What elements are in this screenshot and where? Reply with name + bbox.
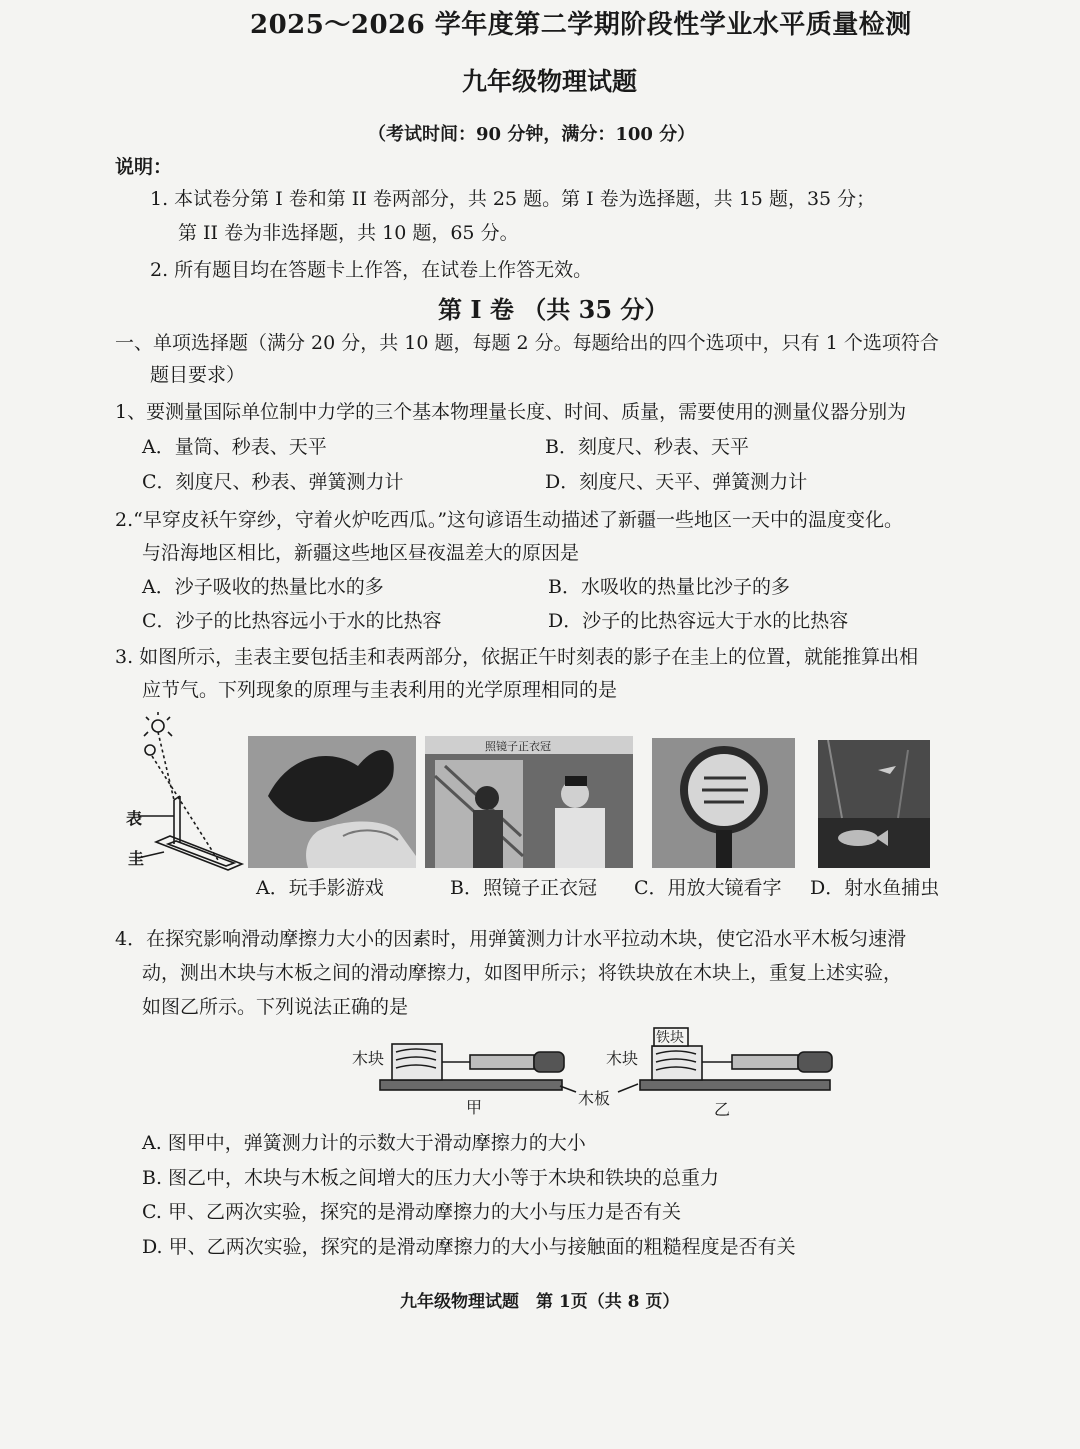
q4-option-b: B. 图乙中，木块与木板之间增大的压力大小等于木块和铁块的总重力 xyxy=(142,1167,720,1189)
part-heading-line-2: 题目要求） xyxy=(150,364,246,386)
notes-line-2: 2. 所有题目均在答题卡上作答，在试卷上作答无效。 xyxy=(150,259,593,281)
hand-right xyxy=(798,1052,832,1072)
q4-stem-1: 4．在探究影响滑动摩擦力大小的因素时，用弹簧测力计水平拉动木块，使它沿水平木板匀速滑 xyxy=(115,928,907,950)
q1-option-d: D．刻度尺、天平、弹簧测力计 xyxy=(545,471,808,493)
q1-stem: 1、要测量国际单位制中力学的三个基本物理量长度、时间、质量，需要使用的测量仪器分别为 xyxy=(115,401,907,423)
q2-stem-2: 与沿海地区相比，新疆这些地区昼夜温差大的原因是 xyxy=(142,542,580,564)
q3-option-a: A．玩手影游戏 xyxy=(256,877,384,899)
photo-sign-text: 照镜子正衣冠 xyxy=(485,740,551,753)
fig-label-jia: 甲 xyxy=(466,1098,483,1117)
section-title: 第 I 卷 （共 35 分） xyxy=(438,295,669,324)
notes-heading: 说明： xyxy=(115,156,173,178)
q1-option-a: A．量筒、秒表、天平 xyxy=(142,436,327,458)
board-left xyxy=(380,1080,562,1090)
spring-scale-left xyxy=(470,1055,534,1069)
fig-label-yi: 乙 xyxy=(714,1100,731,1119)
q2-stem-1: 2.“早穿皮袄午穿纱，守着火炉吃西瓜。”这句谚语生动描述了新疆一些地区一天中的温度变化。 xyxy=(115,509,904,531)
q4-option-c: C. 甲、乙两次实验，探究的是滑动摩擦力的大小与压力是否有关 xyxy=(142,1201,681,1223)
q1-option-b: B．刻度尺、秒表、天平 xyxy=(545,436,749,458)
part-heading-line-1: 一、单项选择题（满分 20 分，共 10 题，每题 2 分。每题给出的四个选项中，只有 1 个选项符合 xyxy=(115,332,939,354)
q2-option-b: B．水吸收的热量比沙子的多 xyxy=(548,576,790,598)
fig-label-board: 木板 xyxy=(578,1089,611,1108)
q3-option-d: D．射水鱼捕虫 xyxy=(810,877,940,899)
page-footer: 九年级物理试题 第 1页（共 8 页） xyxy=(400,1292,680,1312)
q4-stem-3: 如图乙所示。下列说法正确的是 xyxy=(142,996,409,1018)
photo-magnifier xyxy=(652,738,795,868)
q3-option-c: C．用放大镜看字 xyxy=(634,877,782,899)
q4-stem-2: 动，测出木块与木板之间的滑动摩擦力，如图甲所示；将铁块放在木块上，重复上述实验， xyxy=(142,962,903,984)
notes-line-1: 1. 本试卷分第 I 卷和第 II 卷两部分，共 25 题。第 I 卷为选择题，共 15 题，35 分； xyxy=(150,188,876,210)
hand-left xyxy=(534,1052,564,1072)
exam-subtitle: 九年级物理试题 xyxy=(462,67,638,96)
fig-label-block-yi: 木块 xyxy=(606,1049,639,1068)
q2-option-d: D．沙子的比热容远大于水的比热容 xyxy=(548,610,849,632)
gnomon-label-gui: 圭 xyxy=(128,849,145,868)
q3-stem-2: 应节气。下列现象的原理与圭表利用的光学原理相同的是 xyxy=(142,679,618,701)
q2-option-a: A．沙子吸收的热量比水的多 xyxy=(142,576,384,598)
q3-stem-1: 3. 如图所示，圭表主要包括圭和表两部分，依据正午时刻表的影子在圭上的位置，就能推算出相 xyxy=(115,646,919,668)
q4-option-d: D. 甲、乙两次实验，探究的是滑动摩擦力的大小与接触面的粗糙程度是否有关 xyxy=(142,1236,796,1258)
exam-title: 2025～2026 学年度第二学期阶段性学业水平质量检测 xyxy=(250,10,912,40)
sun-icon xyxy=(152,720,164,732)
q1-option-c: C．刻度尺、秒表、弹簧测力计 xyxy=(142,471,404,493)
photo-archerfish xyxy=(818,740,930,868)
photo-hand-shadow xyxy=(248,736,416,868)
board-right xyxy=(640,1080,830,1090)
q3-option-b: B．照镜子正衣冠 xyxy=(450,877,597,899)
fig-label-block-jia: 木块 xyxy=(352,1049,385,1068)
gnomon-label-biao: 表 xyxy=(126,809,143,828)
spring-scale-right xyxy=(732,1055,798,1069)
notes-line-1b: 第 II 卷为非选择题，共 10 题，65 分。 xyxy=(178,222,519,244)
photo-mirror xyxy=(425,736,633,868)
exam-info: （考试时间：90 分钟，满分：100 分） xyxy=(368,124,696,145)
q2-option-c: C．沙子的比热容远小于水的比热容 xyxy=(142,610,442,632)
q4-option-a: A. 图甲中，弹簧测力计的示数大于滑动摩擦力的大小 xyxy=(142,1132,586,1154)
fig-label-iron: 铁块 xyxy=(656,1030,684,1046)
